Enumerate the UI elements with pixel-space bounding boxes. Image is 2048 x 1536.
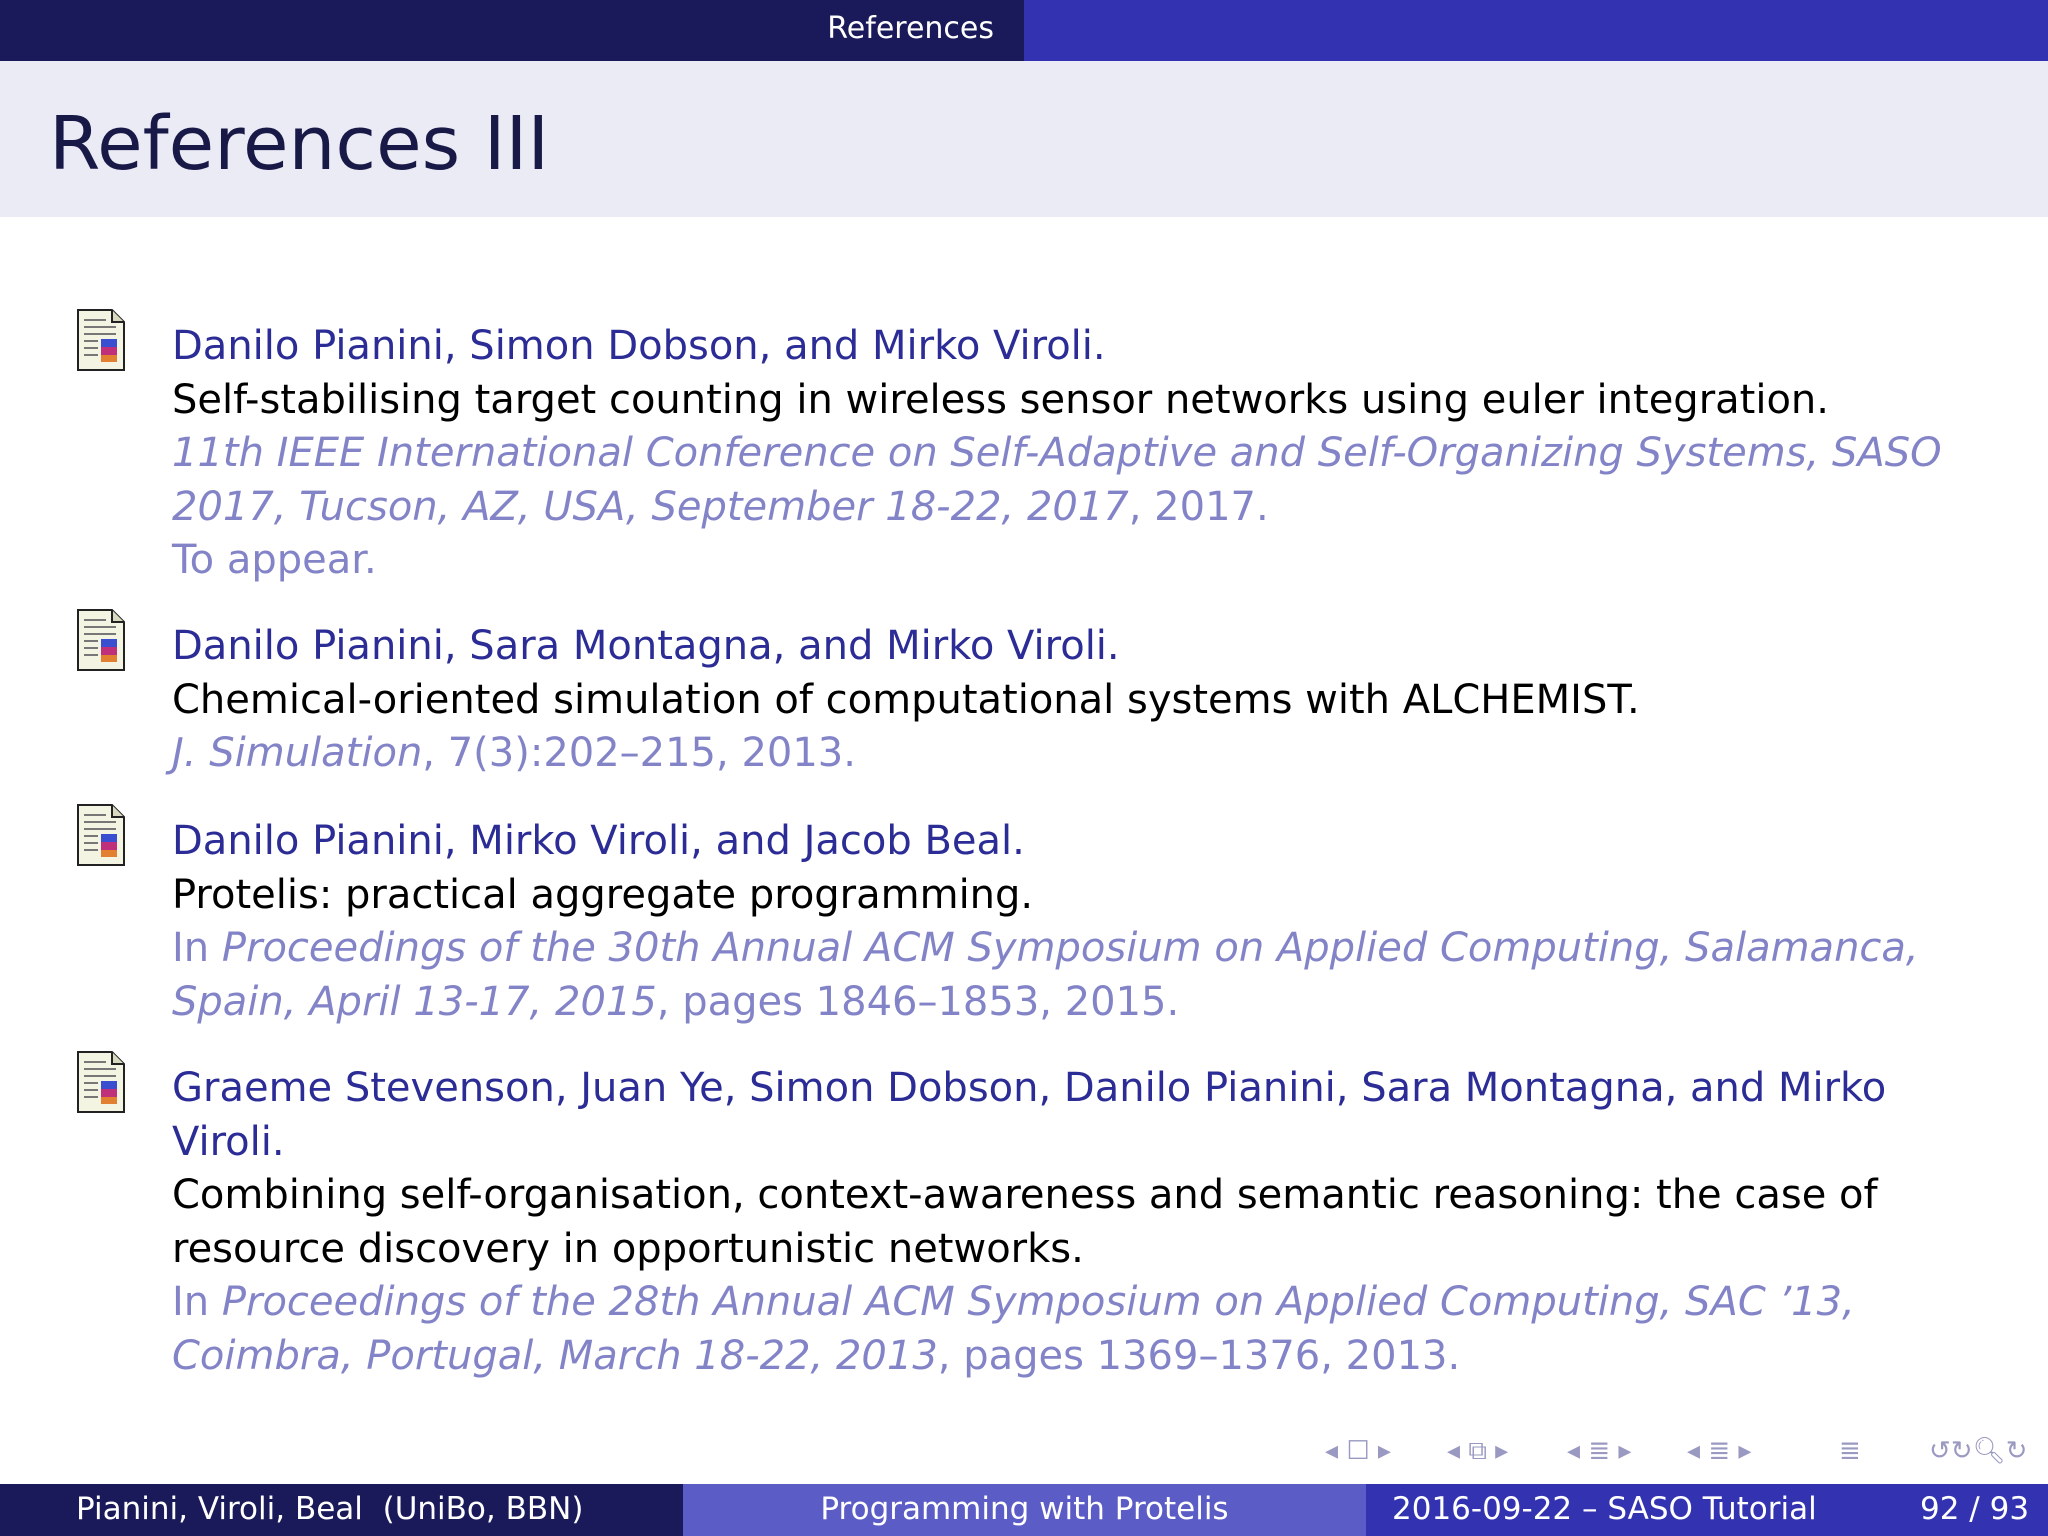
reference-venue: In Proceedings of the 28th Annual ACM Symposium on Applied Computing, SAC ’13, [172,1279,1855,1325]
footer-date-event: 2016-09-22 – SASO Tutorial [1392,1491,1817,1527]
reference-authors: Danilo Pianini, Mirko Viroli, and Jacob Beal. [172,818,1025,864]
footer-title-box [683,1484,1366,1536]
reference-title: Protelis: practical aggregate programming. [172,871,1034,918]
reference-title: Chemical-oriented simulation of computational systems with ALCHEMIST. [172,676,1640,723]
section-link-references[interactable]: References [827,11,994,46]
top-navigation-bar [0,0,2048,61]
footer-author: Pianini, Viroli, Beal (UniBo, BBN) [76,1491,584,1527]
footer-bar [0,1484,2048,1536]
reference-authors: Graeme Stevenson, Juan Ye, Simon Dobson, Danilo Pianini, Sara Montagna, and Mirko [172,1065,1887,1111]
article-icon [76,1050,126,1114]
nav-subsection-icon[interactable]: ◂ ⧉ ▸ [1447,1436,1509,1466]
reference-venue-cont: Coimbra, Portugal, March 18-22, 2013, pages 1369–1376, 2013. [172,1332,1461,1379]
reference-note: To appear. [172,537,377,583]
reference-title-cont: resource discovery in opportunistic networks. [172,1225,1084,1272]
article-icon [76,308,126,372]
article-icon [76,803,126,867]
reference-authors: Danilo Pianini, Sara Montagna, and Mirko Viroli. [172,623,1120,669]
nav-search-icon[interactable]: ↺↻🔍︎↻ [1929,1436,2028,1466]
reference-authors: Danilo Pianini, Simon Dobson, and Mirko Viroli. [172,323,1106,369]
reference-authors-cont: Viroli. [172,1118,285,1165]
navigation-symbols [1325,1436,2035,1476]
article-icon [76,608,126,672]
nav-section-icon[interactable]: ◂ ≣ ▸ [1567,1436,1632,1466]
nav-frame-icon[interactable]: ◂ ☐ ▸ [1325,1436,1391,1466]
reference-title: Self-stabilising target counting in wireless sensor networks using euler integration. [172,376,1829,423]
nav-align-icon[interactable]: ≣ [1839,1436,1861,1466]
footer-talk-title: Programming with Protelis [820,1491,1229,1527]
reference-title: Combining self-organisation, context-awareness and semantic reasoning: the case of [172,1172,1878,1218]
reference-venue: 11th IEEE International Conference on Self-Adaptive and Self-Organizing Systems, SASO [172,430,1942,476]
reference-venue: In Proceedings of the 30th Annual ACM Symposium on Applied Computing, Salamanca, [172,925,1919,971]
frame-title: References III [49,101,550,187]
reference-venue: J. Simulation, 7(3):202–215, 2013. [172,730,856,776]
footer-page-number: 92 / 93 [1920,1491,2030,1527]
subsection-nav-right [1024,0,2048,61]
nav-subsection-list-icon[interactable]: ◂ ≣ ▸ [1687,1436,1752,1466]
reference-venue-cont: Spain, April 13-17, 2015, pages 1846–1853, 2015. [172,978,1180,1025]
section-nav-left [0,0,1024,61]
footer-author-box [0,1484,683,1536]
footer-date-box [1366,1484,2048,1536]
reference-venue-cont: 2017, Tucson, AZ, USA, September 18-22, 2017, 2017. [172,483,1269,530]
frame-title-bar [0,61,2048,217]
